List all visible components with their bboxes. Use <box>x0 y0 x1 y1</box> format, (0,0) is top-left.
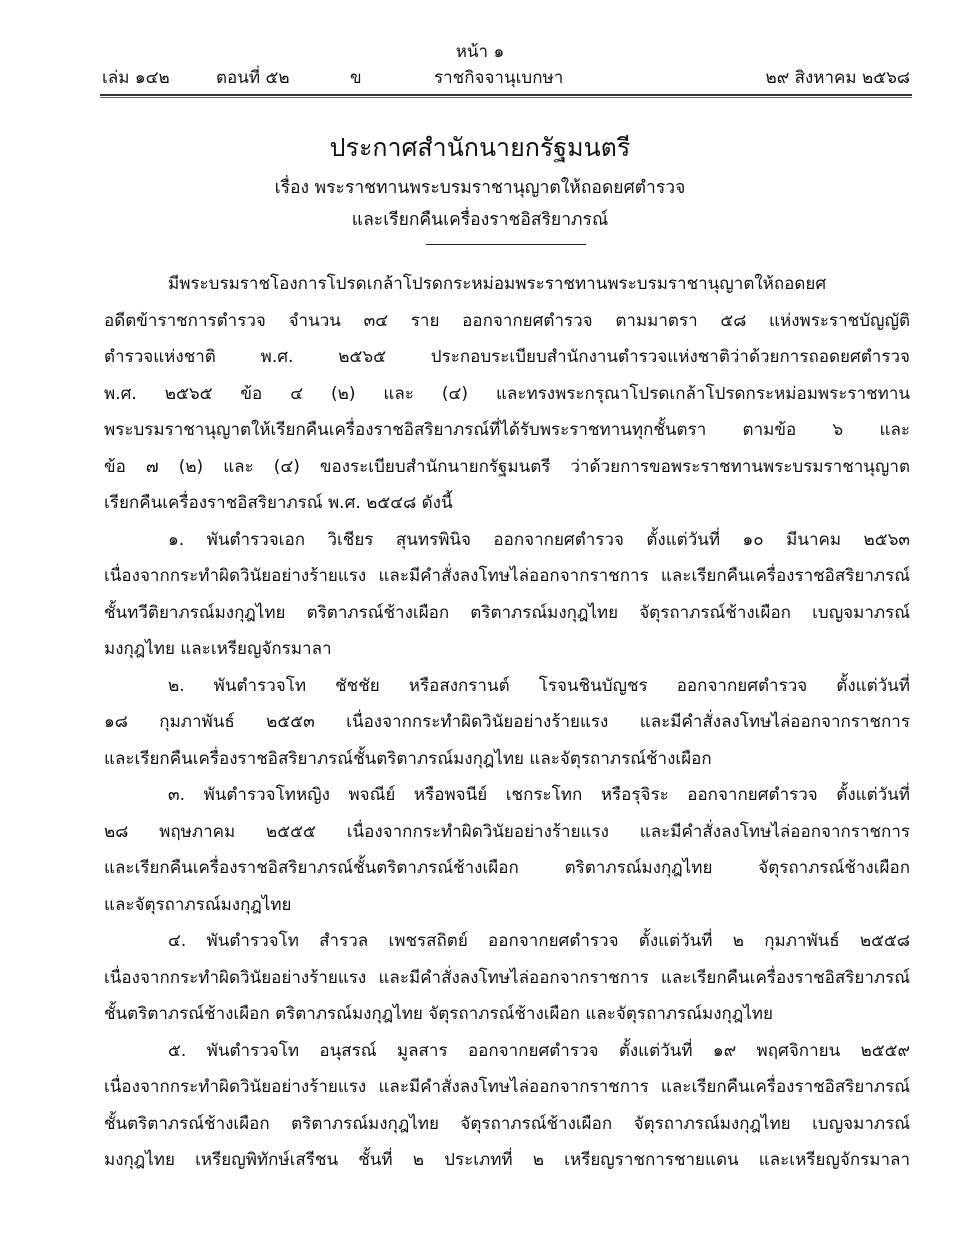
section-letter: ข <box>350 68 362 88</box>
item-line: และจัตุรถาภรณ์มงกุฎไทย <box>104 894 292 915</box>
item-line: และเรียกคืนเครื่องราชอิสริยาภรณ์ชั้นตริตาภรณ์มงกุฎไทย และจัตุรถาภรณ์ช้างเผือก <box>104 748 712 769</box>
intro-line: มีพระบรมราชโองการโปรดเกล้าโปรดกระหม่อมพระราชทานพระบรมราชานุญาตให้ถอดยศ <box>168 274 827 294</box>
list-item-5 <box>104 1033 910 1179</box>
issue-number: ตอนที่ ๕๒ <box>216 68 290 88</box>
intro-line: อดีตข้าราชการตำรวจ จำนวน ๓๔ ราย ออกจากยศตำรวจ ตามมาตรา ๕๘ แห่งพระราชบัญญัติ <box>104 310 910 331</box>
item-line: ชั้นทวีติยาภรณ์มงกุฎไทย ตริตาภรณ์ช้างเผือก ตริตาภรณ์มงกุฎไทย จัตุรถาภรณ์ช้างเผือก เบญจมาภรณ์ <box>104 602 910 623</box>
subject-line-1: เรื่อง พระราชทานพระบรมราชานุญาตให้ถอดยศตำรวจ <box>274 178 686 198</box>
intro-line: เรียกคืนเครื่องราชอิสริยาภรณ์ พ.ศ. ๒๕๔๘ ดังนี้ <box>104 493 453 513</box>
item-line: ๓. พันตำรวจโทหญิง พจณีย์ หรือพจนีย์ เชกระโทก หรือรุจิระ ออกจากยศตำรวจ ตั้งแต่วันที่ <box>168 785 910 805</box>
item-line: เนื่องจากกระทำผิดวินัยอย่างร้ายแรง และมีคำสั่งลงโทษไล่ออกจากราชการ และเรียกคืนเครื่องราชอิสริยาภรณ์ <box>104 566 910 586</box>
item-line: ชั้นตริตาภรณ์ช้างเผือก ตริตาภรณ์มงกุฎไทย จัตุรถาภรณ์ช้างเผือก จัตุรถาภรณ์มงกุฎไทย เบญจมาภรณ์ <box>104 1113 910 1134</box>
list-item-3 <box>104 777 910 923</box>
item-line: และเรียกคืนเครื่องราชอิสริยาภรณ์ชั้นตริตาภรณ์ช้างเผือก ตริตาภรณ์มงกุฎไทย จัตุรถาภรณ์ช้างเผือก <box>104 858 910 878</box>
list-item-2 <box>104 668 910 778</box>
item-line: ๔. พันตำรวจโท สำรวล เพชรสถิตย์ ออกจากยศตำรวจ ตั้งแต่วันที่ ๒ กุมภาพันธ์ ๒๕๕๘ <box>168 931 910 951</box>
item-line: มงกุฎไทย เหรียญพิทักษ์เสรีชน ชั้นที่ ๒ ประเภทที่ ๒ เหรียญราชการชายแดน และเหรียญจักรมาลา <box>104 1150 910 1170</box>
list-item-1 <box>104 522 910 668</box>
intro-line: พ.ศ. ๒๕๖๕ ข้อ ๔ (๒) และ (๔) และทรงพระกรุณาโปรดเกล้าโปรดกระหม่อมพระราชทาน <box>104 383 910 404</box>
item-line: ๒. พันตำรวจโท ชัชชัย หรือสงกรานต์ โรจนชินบัญชร ออกจากยศตำรวจ ตั้งแต่วันที่ <box>168 675 910 696</box>
document-title: ประกาศสำนักนายกรัฐมนตรี <box>329 133 631 162</box>
intro-line: ข้อ ๗ (๒) และ (๔) ของระเบียบสำนักนายกรัฐมนตรี ว่าด้วยการขอพระราชทานพระบรมราชานุญาต <box>104 456 910 477</box>
intro-line: พระบรมราชานุญาตให้เรียกคืนเครื่องราชอิสริยาภรณ์ที่ได้รับพระราชทานทุกชั้นตรา ตามข้อ ๖ และ <box>104 420 910 440</box>
publication-name: ราชกิจจานุเบกษา <box>434 68 564 88</box>
gazette-header <box>102 64 910 92</box>
item-line: ๕. พันตำรวจโท อนุสรณ์ มูลสาร ออกจากยศตำรวจ ตั้งแต่วันที่ ๑๙ พฤศจิกายน ๒๕๕๙ <box>168 1040 910 1061</box>
intro-paragraph <box>104 266 910 522</box>
item-line: ๒๘ พฤษภาคม ๒๕๕๕ เนื่องจากกระทำผิดวินัยอย่างร้ายแรง และมีคำสั่งลงโทษไล่ออกจากราชการ <box>104 821 910 842</box>
item-line: เนื่องจากกระทำผิดวินัยอย่างร้ายแรง และมีคำสั่งลงโทษไล่ออกจากราชการ และเรียกคืนเครื่องราชอิสริยาภรณ์ <box>104 1077 910 1097</box>
subject-line-2: และเรียกคืนเครื่องราชอิสริยาภรณ์ <box>351 210 609 230</box>
item-line: ๑๘ กุมภาพันธ์ ๒๕๕๓ เนื่องจากกระทำผิดวินัยอย่างร้ายแรง และมีคำสั่งลงโทษไล่ออกจากราชการ <box>104 712 910 732</box>
volume-number: เล่ม ๑๔๒ <box>102 68 170 88</box>
publication-date: ๒๙ สิงหาคม ๒๕๖๘ <box>765 68 910 88</box>
header-double-rule <box>100 94 912 98</box>
list-item-4 <box>104 923 910 1033</box>
intro-line: ตำรวจแห่งชาติ พ.ศ. ๒๕๖๕ ประกอบระเบียบสำนักงานตำรวจแห่งชาติว่าด้วยการถอดยศตำรวจ <box>104 347 910 367</box>
document-subject <box>0 172 960 236</box>
item-line: ๑. พันตำรวจเอก วิเชียร สุนทรพินิจ ออกจากยศตำรวจ ตั้งแต่วันที่ ๑๐ มีนาคม ๒๕๖๓ <box>168 529 910 550</box>
title-divider <box>426 244 586 245</box>
page-number: หน้า ๑ <box>455 42 505 62</box>
item-line: เนื่องจากกระทำผิดวินัยอย่างร้ายแรง และมีคำสั่งลงโทษไล่ออกจากราชการ และเรียกคืนเครื่องราชอิสริยาภรณ์ <box>104 967 910 988</box>
item-line: มงกุฎไทย และเหรียญจักรมาลา <box>104 639 332 659</box>
item-line: ชั้นตริตาภรณ์ช้างเผือก ตริตาภรณ์มงกุฎไทย จัตุรถาภรณ์ช้างเผือก และจัตุรถาภรณ์มงกุฎไทย <box>104 1004 773 1024</box>
document-body <box>104 266 910 1179</box>
